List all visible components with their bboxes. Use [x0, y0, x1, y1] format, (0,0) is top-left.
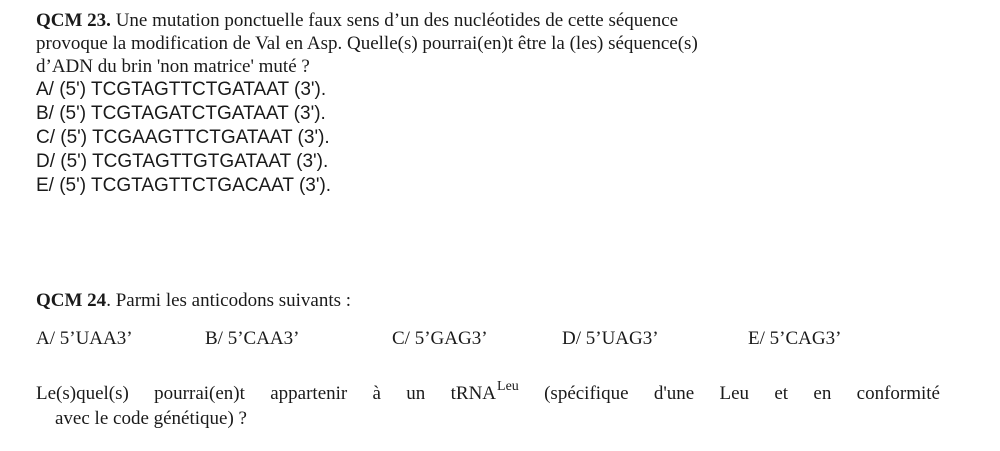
- qcm-23-option-b: B/ (5') TCGTAGATCTGATAAT (3').: [36, 103, 326, 124]
- qcm-24-question-line-2: avec le code génétique) ?: [55, 408, 247, 429]
- qcm-23-option-a: A/ (5') TCGTAGTTCTGATAAT (3').: [36, 79, 327, 100]
- qcm-24-choice-d: D/ 5’UAG3’: [562, 328, 659, 349]
- qcm-24-question-superscript: Leu: [497, 379, 519, 394]
- qcm-23-stem-line-2: provoque la modification de Val en Asp. Quelle(s) pourrai(en)t être la (les) séquence(s): [36, 33, 698, 54]
- qcm-23-stem-line-1: [36, 9, 936, 32]
- qcm-24-choice-e: E/ 5’CAG3’: [748, 328, 842, 349]
- qcm-24-question-after: (spécifique d'une Leu et en conformité: [518, 383, 940, 404]
- qcm-23-label: QCM 23.: [36, 10, 111, 31]
- qcm-24-intro: . Parmi les anticodons suivants :: [106, 290, 352, 311]
- qcm-24-choice-a: A/ 5’UAA3’: [36, 328, 133, 349]
- qcm-23-stem-text-1: Une mutation ponctuelle faux sens d’un des nucléotides de cette séquence: [110, 10, 679, 31]
- qcm-24-question-before: Le(s)quel(s) pourrai(en)t appartenir à un tRNA: [36, 383, 497, 404]
- qcm-24-choice-b: B/ 5’CAA3’: [205, 328, 300, 349]
- qcm-24-choices: [36, 326, 966, 352]
- qcm-23-stem-line-3: d’ADN du brin 'non matrice' muté ?: [36, 56, 310, 77]
- qcm-24-header: [36, 289, 966, 313]
- qcm-24: [36, 289, 966, 431]
- qcm-24-question-line-1: [36, 374, 940, 407]
- qcm-24-choice-c: C/ 5’GAG3’: [392, 328, 488, 349]
- qcm-23-option-c: C/ (5') TCGAAGTTCTGATAAT (3').: [36, 127, 330, 148]
- qcm-23-option-e: E/ (5') TCGTAGTTCTGACAAT (3').: [36, 175, 332, 196]
- qcm-23: [36, 9, 936, 198]
- qcm-23-option-d: D/ (5') TCGTAGTTGTGATAAT (3').: [36, 151, 329, 172]
- qcm-24-label: QCM 24: [36, 290, 107, 311]
